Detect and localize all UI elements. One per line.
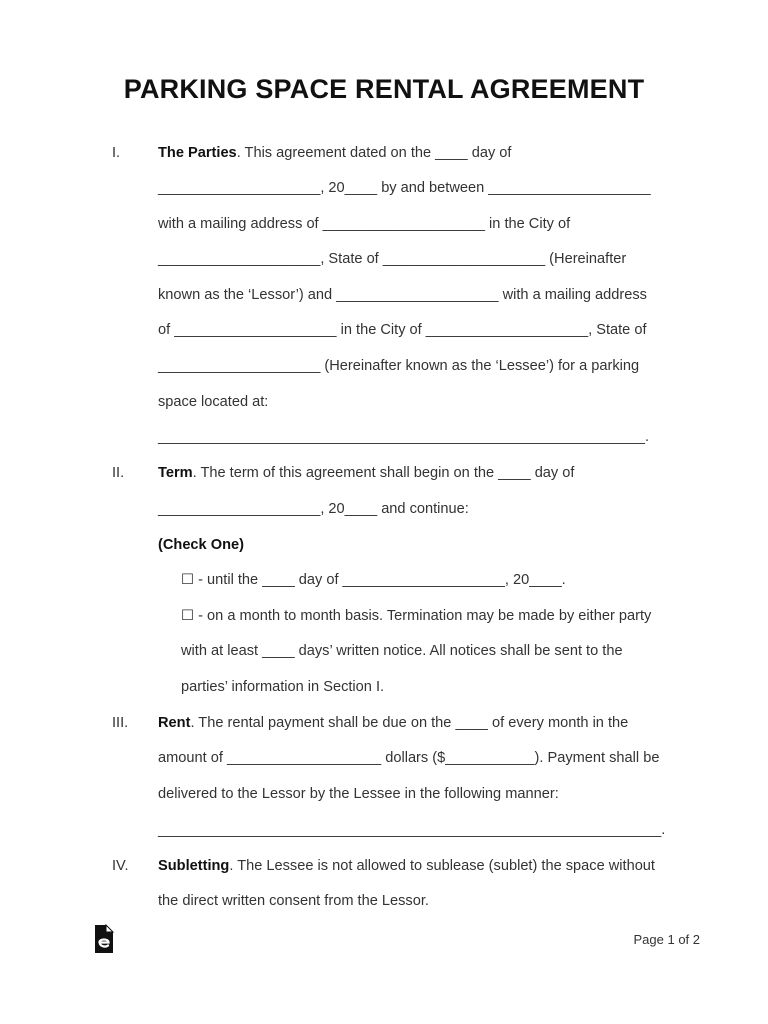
rent-line-3: delivered to the Lessor by the Lessee in the following manner: bbox=[158, 786, 559, 802]
parties-line-6: of ____________________ in the City of ____________________, State of bbox=[158, 322, 647, 338]
term-heading: Term bbox=[158, 465, 193, 481]
parties-line-1 bbox=[158, 143, 511, 163]
rent-text-1: . The rental payment shall be due on the ____ of every month in the bbox=[190, 715, 629, 731]
parties-line-2: ____________________, 20____ by and between ____________________ bbox=[158, 180, 651, 196]
parties-line-3: with a mailing address of ____________________ in the City of bbox=[158, 216, 571, 232]
rent-heading: Rent bbox=[158, 715, 191, 731]
document-title: PARKING SPACE RENTAL AGREEMENT bbox=[123, 74, 645, 104]
term-option-month-to-month: ☐ - on a month to month basis. Termination may be made by either party bbox=[181, 608, 652, 624]
section-numeral-rent: III. bbox=[112, 715, 129, 731]
term-line-1 bbox=[158, 463, 574, 483]
parties-text-1: . This agreement dated on the ____ day of bbox=[236, 145, 512, 161]
subletting-heading: Subletting bbox=[158, 858, 230, 874]
subletting-line-2: the direct written consent from the Lessor. bbox=[158, 893, 429, 909]
parties-line-9: ____________________________________________________________. bbox=[158, 429, 650, 445]
eforms-logo-icon bbox=[93, 924, 115, 954]
subletting-line-1 bbox=[158, 856, 655, 876]
term-text-1: . The term of this agreement shall begin on the ____ day of bbox=[192, 465, 575, 481]
term-option-parties-info: parties’ information in Section I. bbox=[181, 679, 385, 695]
rent-line-2: amount of ___________________ dollars ($___________). Payment shall be bbox=[158, 750, 660, 766]
page-number: Page 1 of 2 bbox=[633, 932, 700, 947]
parties-heading: The Parties bbox=[158, 145, 237, 161]
term-option-notice: with at least ____ days’ written notice. All notices shall be sent to the bbox=[181, 643, 623, 659]
rent-line-1 bbox=[158, 713, 628, 733]
check-one-label: (Check One) bbox=[158, 537, 244, 553]
term-option-until: ☐ - until the ____ day of ____________________, 20____. bbox=[181, 572, 566, 588]
section-numeral-subletting: IV. bbox=[112, 858, 129, 874]
section-numeral-term: II. bbox=[112, 465, 125, 481]
section-numeral-parties: I. bbox=[112, 145, 121, 161]
parties-line-7: ____________________ (Hereinafter known as the ‘Lessee’) for a parking bbox=[158, 358, 640, 374]
subletting-text-1: . The Lessee is not allowed to sublease (sublet) the space without bbox=[229, 858, 655, 874]
parties-line-5: known as the ‘Lessor’) and ____________________ with a mailing address bbox=[158, 287, 647, 303]
parties-line-8: space located at: bbox=[158, 394, 269, 410]
term-line-2: ____________________, 20____ and continue: bbox=[158, 501, 469, 517]
parties-line-4: ____________________, State of ____________________ (Hereinafter bbox=[158, 251, 627, 267]
rent-line-4: ______________________________________________________________. bbox=[158, 822, 666, 838]
